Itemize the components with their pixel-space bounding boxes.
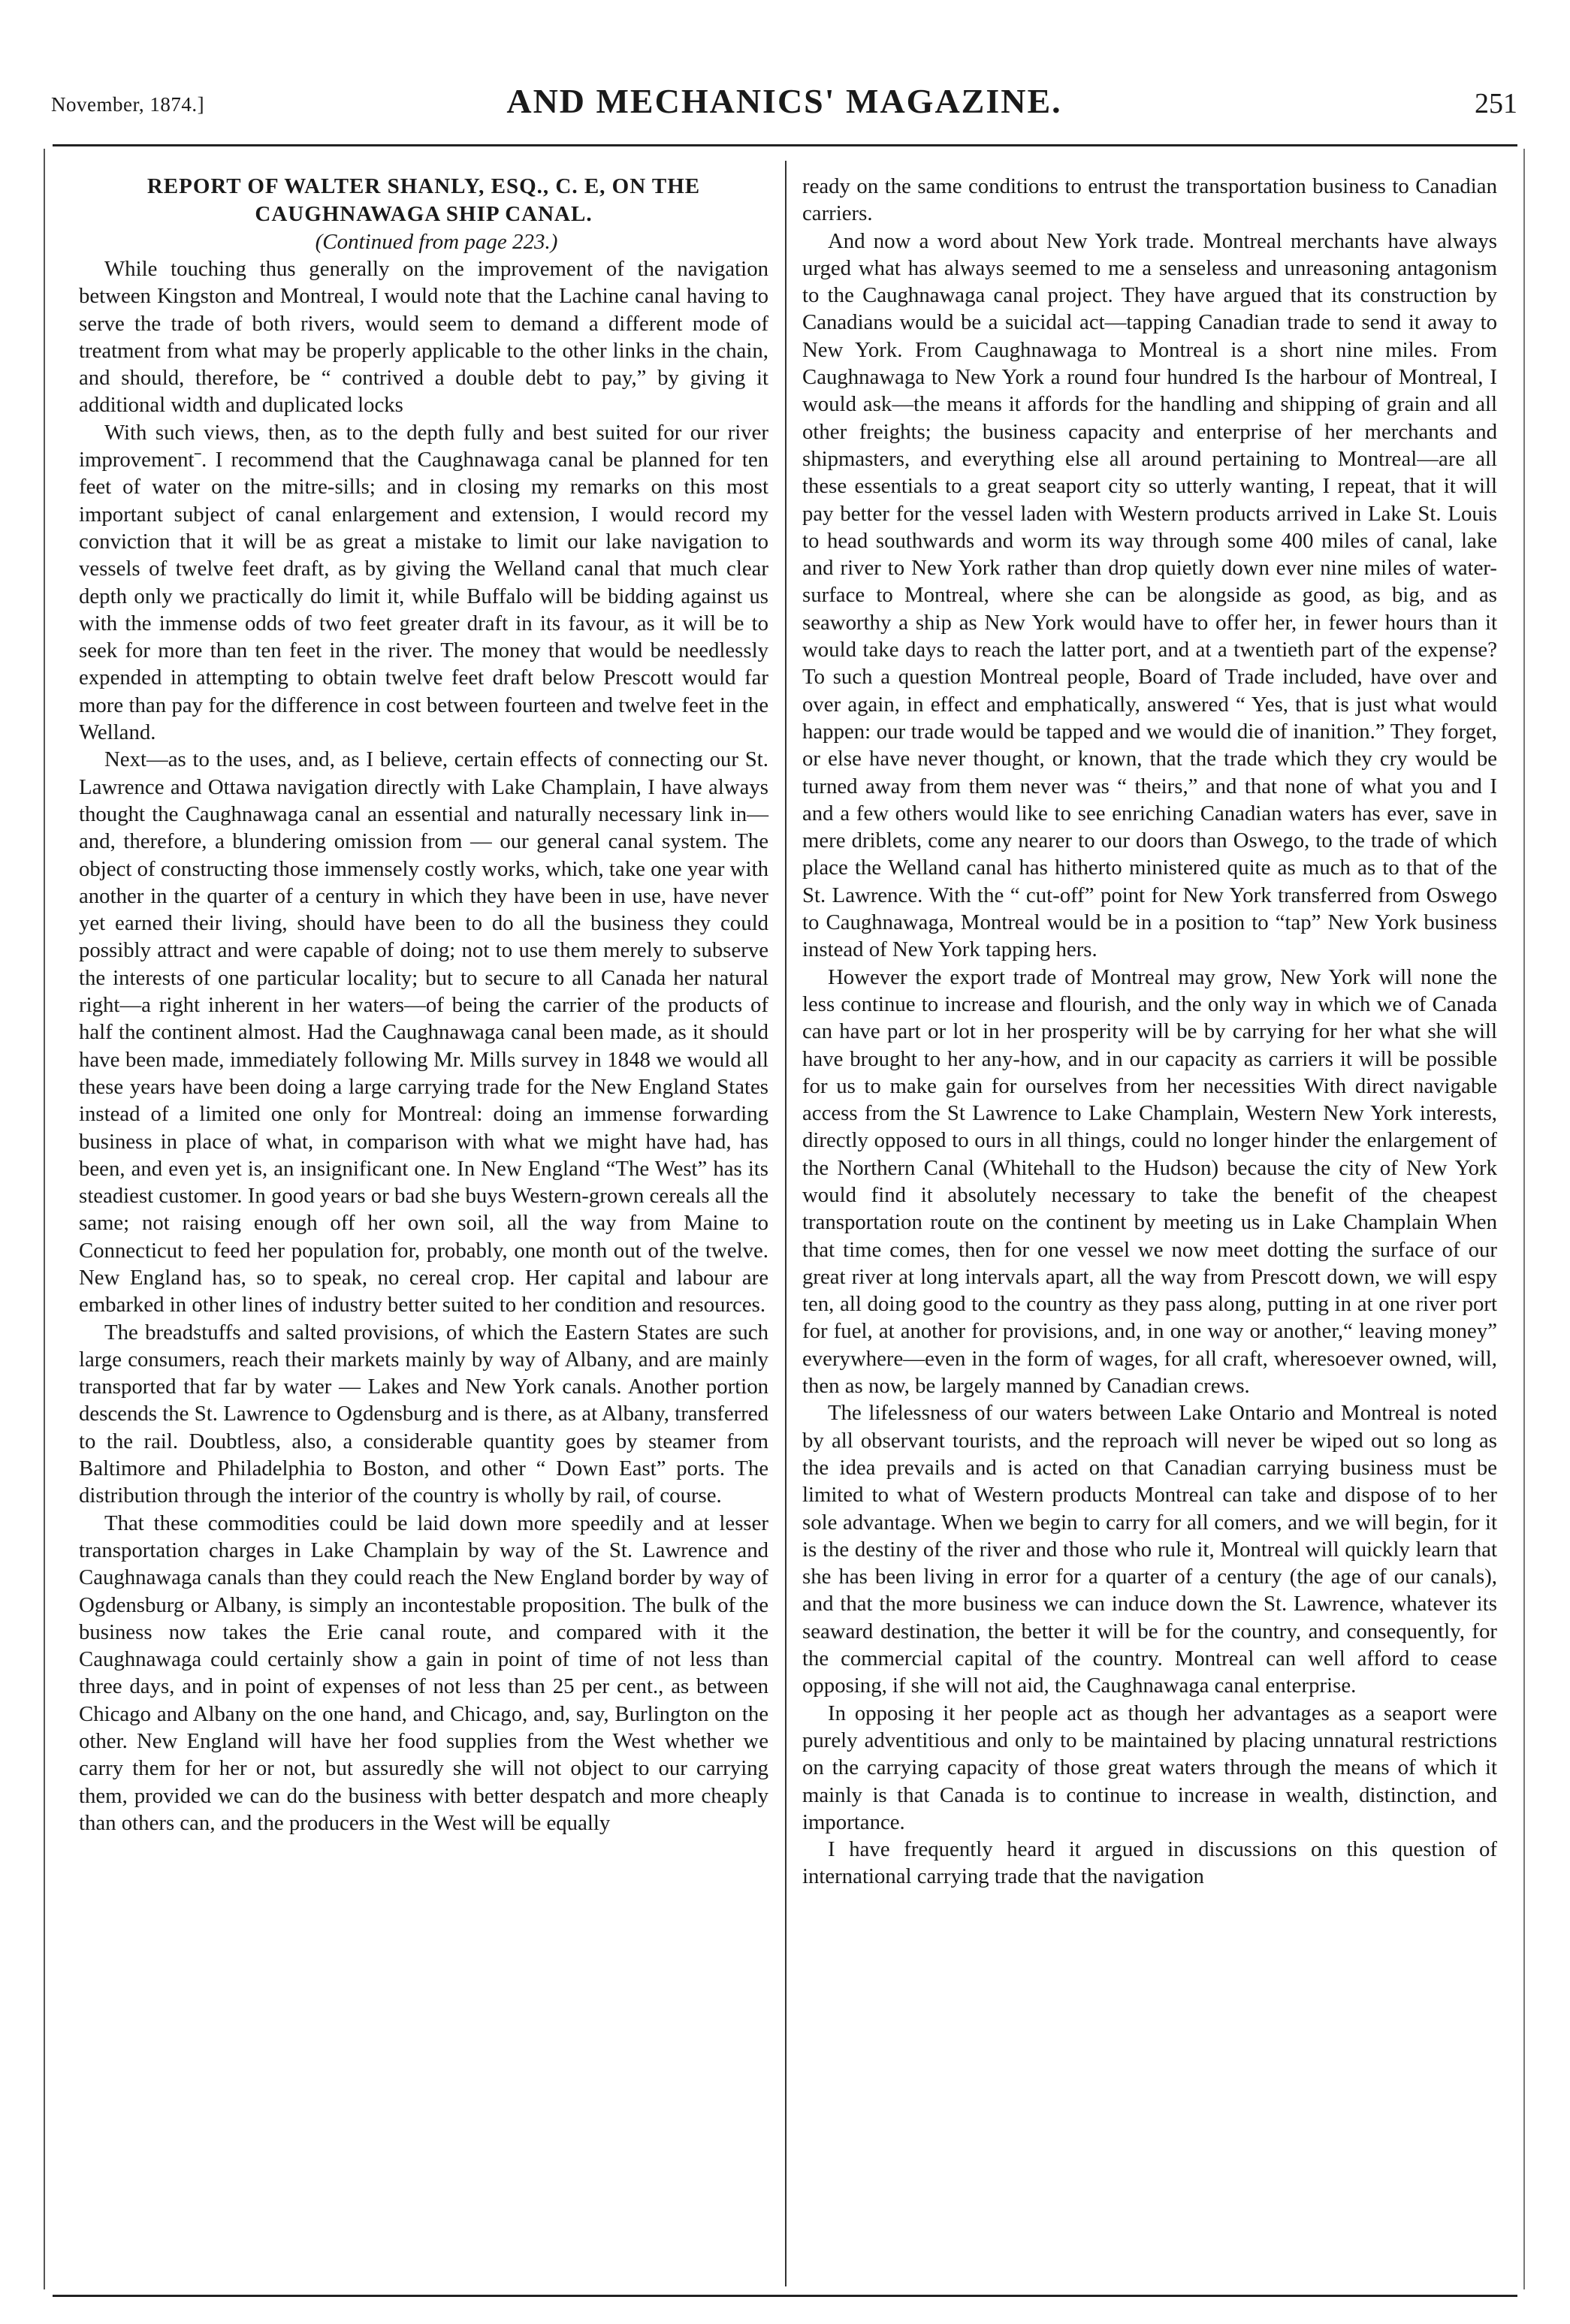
right-margin-rule	[1523, 149, 1525, 2289]
paragraph: The lifelessness of our waters between Lake Ontario and Montreal is noted by all observant tourists, and the reproach will never be wiped out so long as the idea prevails and is acted on that Canadian carrying business must be limited to what of Western products Montreal can take and dispose of to her sole advantage. When we begin to carry for all comers, and we will begin, for it is the destiny of the river and those who rule it, Montreal will quickly learn that she has been living in error for a quarter of a century (the age of our canals), and that the more business we can induce down the St. Lawrence, whatever its seaward destination, the better it will be for the country, and consequently, for the commercial capital of the country. Montreal can well afford to cease opposing, if she will not aid, the Caughnawaga canal enterprise.	[802, 1401, 1497, 1698]
paragraph: With such views, then, as to the depth fully and best suited for our river improvementˉ. I recommend that the Caughnawaga canal be planned for ten feet of water on the mitre-sills; and in closing my remarks on this most important subject of canal enlargement and extension, I would record my conviction that it will be as great a mistake to limit our lake navigation to vessels of twelve feet draft, as by giving the Welland canal that much clear depth only we practically do limit it, while Buffalo will be bidding against us with the immense odds of two feet greater draft in its favour, as it will be to seek for more than ten feet in the river. The money that would be needlessly expended in attempting to obtain twelve feet draft below Prescott would far more than pay for the difference in cost between fourteen and twelve feet in the Welland.	[79, 420, 768, 745]
paragraph: ready on the same conditions to entrust the transportation business to Canadian carriers.	[802, 174, 1497, 226]
paragraph: I have frequently heard it argued in discussions on this question of international carrying trade that the navigation	[802, 1837, 1497, 1889]
paragraph: While touching thus generally on the improvement of the navigation between Kingston and Montreal, I would note that the Lachine canal having to serve the trade of both rivers, would seem to demand a different mode of treatment from what may be properly applicable to the other links in the chain, and should, therefore, be “ contrived a double debt to pay,” by giving it additional width and duplicated locks	[79, 257, 768, 418]
running-head	[51, 81, 1517, 126]
issue-date: November, 1874.]	[51, 93, 205, 116]
page-number: 251	[1475, 88, 1517, 119]
paragraph: The breadstuffs and salted provisions, of which the Eastern States are such large consumers, reach their markets mainly by way of Albany, and are mainly transported that far by water — Lakes and New York canals. Another portion descends the St. Lawrence to Ogdensburg and is there, as at Albany, transferred to the rail. Doubtless, also, a considerable quantity goes by steamer from Baltimore and Philadelphia to Boston, and other “ Down East” ports. The distribution through the interior of the country is wholly by rail, of course.	[79, 1320, 768, 1508]
paragraph: And now a word about New York trade. Montreal merchants have always urged what has always seemed to me a senseless and unreasoning antagonism to the Caughnawaga canal project. They have argued that its construction by Canadians would be a suicidal act—tapping Canadian trade to send it away to New York. From Caughnawaga to Montreal is a short nine miles. From Caughnawaga to New York a round four hundred Is the harbour of Montreal, I would ask—the means it affords for the handling and shipping of grain and all other freights; the business capacity and enterprise of her merchants and shipmasters, and everything else all around pertaining to Montreal—are all these essentials to a great seaport city so utterly wanting, I repeat, that it will pay better for the vessel laden with Western products arrived in Lake St. Louis to head southwards and worm its way through some 400 miles of canal, lake and river to New York rather than drop quietly down ever nine miles of water-surface to Montreal, where she can be alongside as good, as big, and as seaworthy a ship as New York would have to offer her, in fewer hours than it would take days to reach the latter port, and at a twentieth part of the expense? To such a question Montreal people, Board of Trade included, have over and over again, in effect and emphatically, answered “ Yes, that is just what would happen: our trade would be tapped and we would die of inanition.” They forget, or else have never thought, or known, that the trade which they cry would be turned away from them never was “ theirs,” and that none of what you and I and a few others would like to see enriching Canadian waters has ever, save in mere driblets, come any nearer to our doors than Oswego, to the trade of which place the Welland canal has hitherto ministered quite as much as to that of the St. Lawrence. With the “ cut-off” point for New York transferred from Oswego to Caughnawaga, Montreal would be in a position to “tap” New York business instead of New York tapping hers.	[802, 228, 1497, 962]
left-column	[79, 173, 768, 1837]
right-column	[802, 173, 1497, 1891]
continued-note: (Continued from page 223.)	[315, 230, 558, 254]
left-margin-rule	[44, 149, 45, 2289]
article-title-line-2: CAUGHNAWAGA SHIP CANAL.	[255, 202, 593, 226]
paragraph: Next—as to the uses, and, as I believe, certain effects of connecting our St. Lawrence and Ottawa navigation directly with Lake Champlain, I have always thought the Caughnawaga canal an essential and naturally necessary link in—and, therefore, a blundering omission from — our general canal system. The object of constructing those immensely costly works, which, take one year with another in the quarter of a century in which they have been in use, have never yet earned their living, should have been to do all the business they could possibly attract and were capable of doing; not to use them merely to subserve the interests of one particular locality; but to secure to all Canada her natural right—a right inherent in her waters—of being the carrier of the products of half the continent almost. Had the Caughnawaga canal been made, as it should have been made, immediately following Mr. Mills survey in 1848 we would all these years have been doing a large carrying trade for the New England States instead of a limited one only for Montreal: doing an immense forwarding business in place of what, in comparison with what we might have had, has been, and even yet is, an insignificant one. In New England “The West” has its steadiest customer. In good years or bad she buys Western-grown cereals all the same; not raising enough off her own soil, all the way from Maine to Connecticut to feed her population for, probably, one month out of the twelve. New England has, so to speak, no cereal crop. Her capital and labour are embarked in other lines of industry better suited to her condition and resources.	[79, 747, 768, 1317]
article-title-line-1: REPORT OF WALTER SHANLY, ESQ., C. E, ON THE	[146, 174, 701, 198]
paragraph: However the export trade of Montreal may grow, New York will none the less continue to increase and flourish, and the only way in which we of Canada can have part or lot in her prosperity will be by carrying for her what she will have brought to her any-how, and in our capacity as carriers it will be possible for us to make gain for ourselves from her necessities With direct navigable access from the St Lawrence to Lake Champlain, Western New York interests, directly opposed to ours in all things, could no longer hinder the enlargement of the Northern Canal (Whitehall to the Hudson) because the city of New York would find it absolutely necessary to take the benefit of the cheapest transportation route on the continent by meeting us in Lake Champlain When that time comes, then for one vessel we now meet dotting the surface of our great river at long intervals apart, all the way from Prescott down, we will espy ten, all doing good to the country as they pass along, putting in at one river port for fuel, at another for provisions, and, in one way or another,“ leaving money” everywhere—even in the form of wages, for all craft, wheresoever owned, will, then as now, be largely manned by Canadian crews.	[802, 964, 1497, 1399]
magazine-title: AND MECHANICS' MAGAZINE.	[506, 82, 1062, 120]
paragraph: In opposing it her people act as though her advantages as a seaport were purely adventitious and only to be maintained by placing unnatural restrictions on the carrying capacity of those great waters through the means of which it mainly is that Canada is to continue to increase in wealth, distinction, and importance.	[802, 1701, 1497, 1834]
paragraph: That these commodities could be laid down more speedily and at lesser transportation charges in Lake Champlain by way of the St. Lawrence and Caughnawaga canals than they could reach the New England border by way of Ogdensburg or Albany, is simply an incontestable proposition. The bulk of the business now takes the Erie canal route, and compared with it the Caughnawaga could certainly show a gain in point of time of not less than three days, and in point of expenses of not less than 25 per cent., as between Chicago and Albany on the one hand, and Chicago, and, say, Burlington on the other. New England will have her food supplies from the West whether we carry them for her or not, but assuredly she will not object to our carrying them, provided we can do the business with better despatch and more cheaply than others can, and the producers in the West will be equally	[79, 1511, 768, 1835]
column-divider	[785, 161, 787, 2286]
article-title	[79, 173, 768, 228]
